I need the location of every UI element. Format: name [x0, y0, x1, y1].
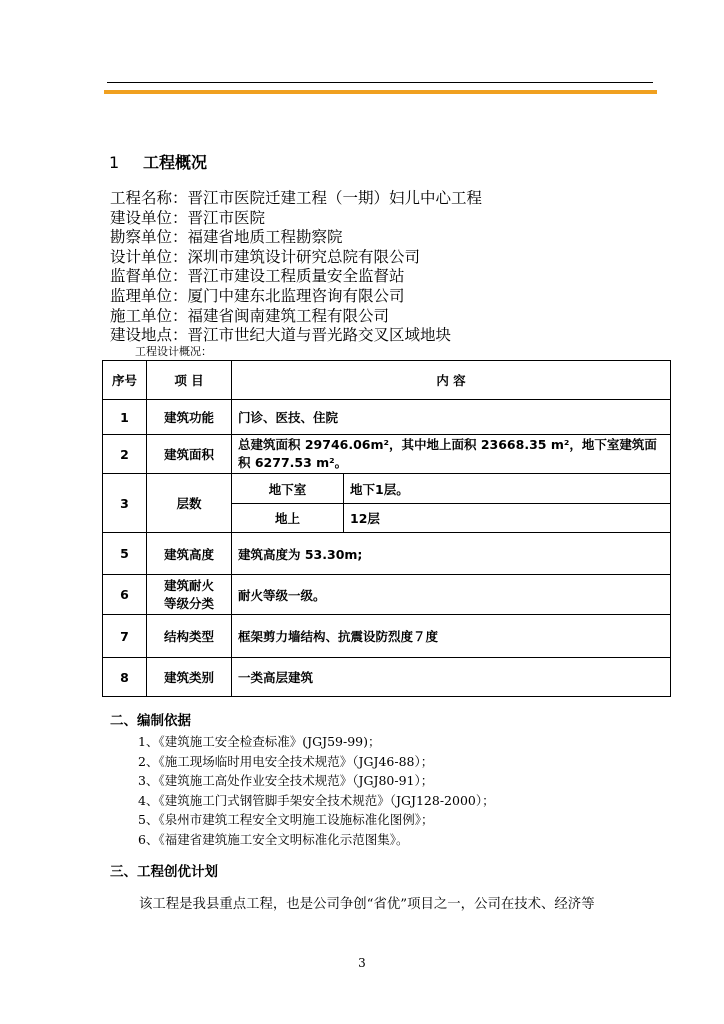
info-line: 施工单位：福建省闽南建筑工程有限公司 — [110, 306, 390, 325]
info-line: 建设单位：晋江市医院 — [110, 208, 266, 227]
info-line: 工程名称：晋江市医院迁建工程（一期）妇儿中心工程 — [110, 189, 483, 207]
header-content: 内 容 — [232, 361, 671, 400]
table-row — [103, 658, 671, 697]
body-paragraph: 该工程是我县重点工程，也是公司争创“省优”项目之一，公司在技术、经济等 — [139, 897, 595, 912]
row-no: 8 — [103, 658, 147, 697]
table-row — [103, 400, 671, 435]
row-item: 结构类型 — [147, 615, 232, 658]
list-item: 1、《建筑施工安全检查标准》(JGJ59-99)； — [138, 734, 381, 749]
sub-label: 地下室 — [232, 474, 344, 504]
table-row — [103, 575, 671, 615]
row-no: 5 — [103, 533, 147, 575]
section-1-title: 工程概况 — [143, 153, 208, 172]
sub-value: 地下1层。 — [344, 474, 671, 504]
row-content: 一类高层建筑 — [232, 658, 671, 697]
table-row — [103, 615, 671, 658]
list-item: 6、《福建省建筑施工安全文明标准化示范图集》。 — [138, 831, 409, 847]
section-1-number: 1 — [109, 153, 120, 172]
table-caption: 工程设计概况： — [135, 345, 212, 358]
header-rule-thin — [107, 82, 653, 83]
section-1-heading — [109, 150, 207, 173]
header-rule-accent — [104, 90, 657, 94]
row-item: 建筑功能 — [147, 400, 232, 435]
list-item: 3、《建筑施工高处作业安全技术规范》（JGJ80-91）； — [138, 773, 434, 789]
info-line: 建设地点：晋江市世纪大道与晋光路交叉区域地块 — [110, 326, 452, 345]
row-content: 耐火等级一级。 — [232, 575, 671, 615]
page-number: 3 — [358, 956, 366, 970]
row-item: 建筑高度 — [147, 533, 232, 575]
row-item: 建筑类别 — [147, 658, 232, 697]
design-overview-table — [102, 360, 671, 697]
header-no: 序号 — [103, 361, 147, 400]
row-no: 1 — [103, 400, 147, 435]
project-info-block — [110, 189, 482, 346]
header-item: 项 目 — [147, 361, 232, 400]
info-line: 监理单位：厦门中建东北监理咨询有限公司 — [110, 286, 405, 305]
table-row — [103, 435, 671, 474]
sub-label: 地上 — [232, 504, 344, 533]
row-no: 6 — [103, 575, 147, 615]
reference-list — [138, 732, 495, 850]
row-content: 总建筑面积 29746.06m²，其中地上面积 23668.35 m²，地下室建筑面积 6277.53 m²。 — [232, 435, 671, 474]
info-line: 监督单位：晋江市建设工程质量安全监督站 — [110, 267, 405, 286]
row-content: 门诊、医技、住院 — [232, 400, 671, 435]
table-row — [103, 533, 671, 575]
row-item-line: 等级分类 — [163, 595, 214, 611]
row-item: 层数 — [147, 474, 232, 533]
row-no: 3 — [103, 474, 147, 533]
table-header-row — [103, 361, 671, 400]
list-item: 2、《施工现场临时用电安全技术规范》（JGJ46-88）； — [138, 753, 434, 769]
row-no: 7 — [103, 615, 147, 658]
row-content: 建筑高度为 53.30m; — [232, 533, 671, 575]
section-2-heading: 二、编制依据 — [110, 713, 191, 729]
row-item: 建筑面积 — [147, 435, 232, 474]
info-line: 设计单位：深圳市建筑设计研究总院有限公司 — [110, 247, 421, 266]
row-content: 框架剪力墙结构、抗震设防烈度７度 — [232, 615, 671, 658]
row-item — [147, 575, 232, 615]
table-row — [103, 474, 671, 504]
list-item: 4、《建筑施工门式钢管脚手架安全技术规范》（JGJ128-2000）； — [138, 792, 495, 808]
row-item-line: 建筑耐火 — [163, 577, 214, 593]
list-item: 5、《泉州市建筑工程安全文明施工设施标准化图例》； — [138, 812, 434, 828]
sub-value: 12层 — [344, 504, 671, 533]
row-no: 2 — [103, 435, 147, 474]
info-line: 勘察单位：福建省地质工程勘察院 — [110, 228, 343, 247]
section-3-heading: 三、工程创优计划 — [110, 864, 218, 880]
